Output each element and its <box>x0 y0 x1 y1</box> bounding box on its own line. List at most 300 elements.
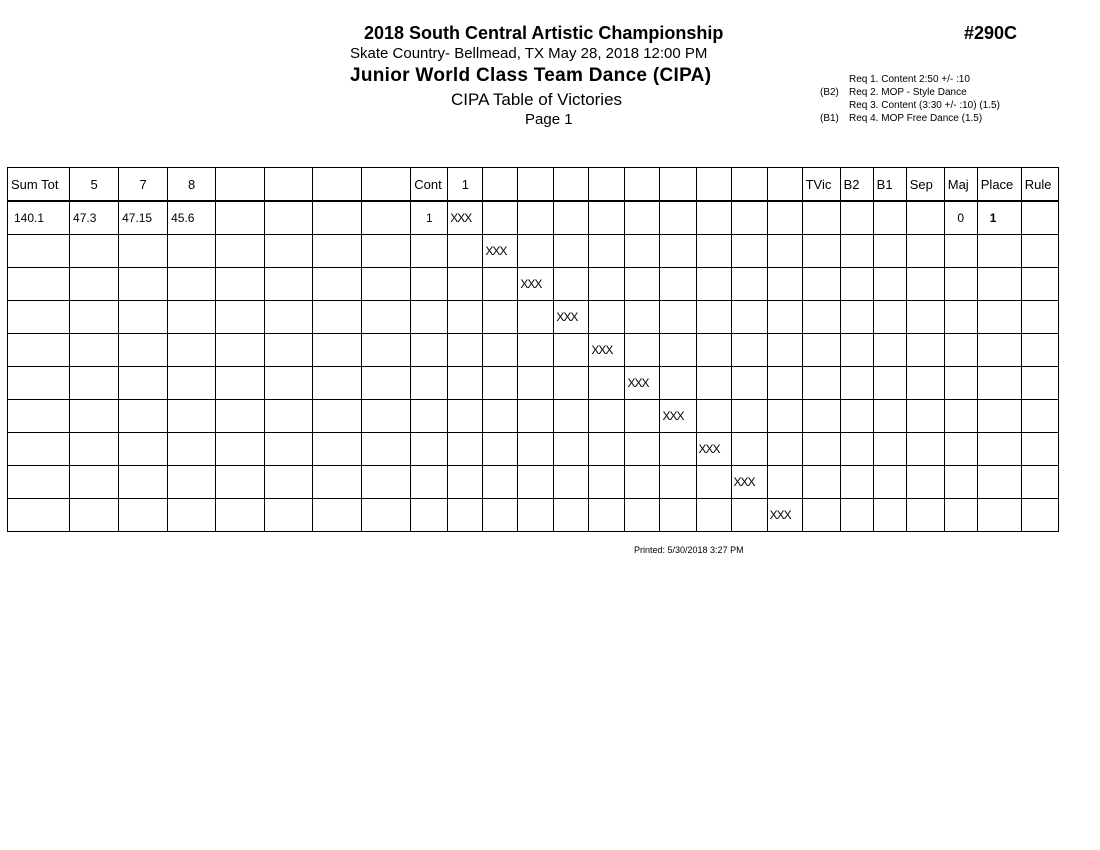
empty-cell <box>977 334 1021 367</box>
empty-cell <box>873 334 906 367</box>
empty-cell <box>411 499 448 532</box>
empty-cell <box>873 466 906 499</box>
empty-cell <box>802 235 840 268</box>
cross-mark: XXX <box>731 466 767 499</box>
empty-cell <box>554 268 589 301</box>
cross-mark: XXX <box>589 334 625 367</box>
empty-cell <box>362 268 411 301</box>
venue-date: Skate Country- Bellmead, TX May 28, 2018 12:00 PM <box>350 45 708 62</box>
maj-cell: 0 <box>944 201 977 235</box>
requirement-3 <box>0 99 1100 112</box>
requirement-text: Req 1. Content 2:50 +/- :10 <box>849 74 970 85</box>
empty-cell <box>119 466 168 499</box>
empty-cell <box>70 499 119 532</box>
empty-cell <box>625 400 660 433</box>
empty-cell <box>448 400 483 433</box>
sum-total-cell: 140.1 <box>8 201 70 235</box>
empty-cell <box>8 400 70 433</box>
empty-cell <box>589 301 625 334</box>
table-name: CIPA Table of Victories <box>451 90 623 109</box>
requirement-flag: (B2) <box>820 87 839 98</box>
empty-cell <box>840 400 873 433</box>
column-header: B1 <box>873 168 906 202</box>
empty-cell <box>119 334 168 367</box>
empty-cell <box>977 235 1021 268</box>
empty-cell <box>483 499 518 532</box>
table-row <box>8 466 1059 499</box>
empty-cell <box>660 301 696 334</box>
empty-cell <box>589 466 625 499</box>
empty-cell <box>840 466 873 499</box>
empty-cell <box>660 268 696 301</box>
empty-cell <box>873 499 906 532</box>
empty-cell <box>70 301 119 334</box>
empty-cell <box>802 433 840 466</box>
empty-cell <box>589 367 625 400</box>
empty-cell <box>313 433 362 466</box>
empty-cell <box>1021 301 1058 334</box>
empty-cell <box>802 367 840 400</box>
empty-cell <box>448 367 483 400</box>
empty-cell <box>802 334 840 367</box>
empty-cell <box>1021 499 1058 532</box>
empty-cell <box>906 367 944 400</box>
empty-cell <box>119 268 168 301</box>
empty-cell <box>8 235 70 268</box>
empty-cell <box>411 235 448 268</box>
column-header <box>483 168 518 202</box>
empty-cell <box>977 433 1021 466</box>
empty-cell <box>589 235 625 268</box>
empty-cell <box>265 334 313 367</box>
empty-cell <box>411 301 448 334</box>
empty-cell <box>483 201 518 235</box>
empty-cell <box>8 499 70 532</box>
empty-cell <box>448 301 483 334</box>
empty-cell <box>944 367 977 400</box>
column-header <box>625 168 660 202</box>
empty-cell <box>625 235 660 268</box>
empty-cell <box>70 400 119 433</box>
event-name: Junior World Class Team Dance (CIPA) <box>350 65 712 86</box>
empty-cell <box>873 433 906 466</box>
empty-cell <box>362 400 411 433</box>
empty-cell <box>518 235 554 268</box>
empty-cell <box>802 400 840 433</box>
empty-cell <box>313 466 362 499</box>
empty-cell <box>313 235 362 268</box>
empty-cell <box>168 433 216 466</box>
judge-score-cell: 47.15 <box>119 201 168 235</box>
empty-cell <box>731 400 767 433</box>
requirement-text: Req 4. MOP Free Dance (1.5) <box>849 113 983 124</box>
empty-cell <box>696 499 731 532</box>
empty-cell <box>767 201 802 235</box>
victories-table <box>7 167 1059 532</box>
column-header <box>696 168 731 202</box>
cross-mark: XXX <box>696 433 731 466</box>
empty-cell <box>1021 466 1058 499</box>
empty-cell <box>216 268 265 301</box>
empty-cell <box>554 466 589 499</box>
column-header: 5 <box>70 168 119 202</box>
empty-cell <box>8 367 70 400</box>
empty-cell <box>554 400 589 433</box>
empty-cell <box>944 466 977 499</box>
event-number: #290C <box>964 23 1018 43</box>
empty-cell <box>119 499 168 532</box>
b1-cell <box>873 201 906 235</box>
column-header <box>362 168 411 202</box>
empty-cell <box>625 301 660 334</box>
empty-cell <box>411 268 448 301</box>
empty-cell <box>216 466 265 499</box>
empty-cell <box>731 433 767 466</box>
page-number: Page 1 <box>525 111 573 128</box>
empty-cell <box>696 235 731 268</box>
empty-cell <box>8 334 70 367</box>
column-header <box>731 168 767 202</box>
table-row <box>8 201 1059 235</box>
column-header: 8 <box>168 168 216 202</box>
empty-cell <box>119 433 168 466</box>
empty-cell <box>767 334 802 367</box>
empty-cell <box>696 400 731 433</box>
empty-cell <box>802 301 840 334</box>
judge-score-cell: 47.3 <box>70 201 119 235</box>
cross-mark: XXX <box>767 499 802 532</box>
empty-cell <box>731 301 767 334</box>
empty-cell <box>518 400 554 433</box>
empty-cell <box>70 466 119 499</box>
empty-cell <box>660 334 696 367</box>
empty-cell <box>8 466 70 499</box>
empty-cell <box>70 268 119 301</box>
column-header: 1 <box>448 168 483 202</box>
empty-cell <box>411 466 448 499</box>
column-header <box>767 168 802 202</box>
empty-cell <box>696 268 731 301</box>
empty-cell <box>731 334 767 367</box>
empty-cell <box>362 499 411 532</box>
empty-cell <box>518 433 554 466</box>
empty-cell <box>554 367 589 400</box>
requirement-text: Req 3. Content (3:30 +/- :10) (1.5) <box>849 100 1000 111</box>
empty-cell <box>767 367 802 400</box>
empty-cell <box>265 268 313 301</box>
empty-cell <box>731 499 767 532</box>
empty-cell <box>731 268 767 301</box>
rule-cell <box>1021 201 1058 235</box>
empty-cell <box>977 367 1021 400</box>
cross-mark: XXX <box>483 235 518 268</box>
empty-cell <box>840 334 873 367</box>
empty-cell <box>448 268 483 301</box>
cross-mark: XXX <box>554 301 589 334</box>
empty-cell <box>589 433 625 466</box>
table-row <box>8 301 1059 334</box>
empty-cell <box>70 235 119 268</box>
tvic-cell <box>802 201 840 235</box>
empty-cell <box>802 466 840 499</box>
empty-cell <box>625 334 660 367</box>
b2-cell <box>840 201 873 235</box>
column-header <box>554 168 589 202</box>
empty-cell <box>216 400 265 433</box>
empty-cell <box>625 433 660 466</box>
empty-cell <box>873 367 906 400</box>
empty-cell <box>944 400 977 433</box>
column-header: Maj <box>944 168 977 202</box>
empty-cell <box>767 400 802 433</box>
empty-cell <box>906 433 944 466</box>
empty-cell <box>944 433 977 466</box>
empty-cell <box>265 466 313 499</box>
table-row <box>8 400 1059 433</box>
judge-score-cell: 45.6 <box>168 201 216 235</box>
empty-cell <box>518 334 554 367</box>
empty-cell <box>731 201 767 235</box>
empty-cell <box>625 268 660 301</box>
empty-cell <box>216 433 265 466</box>
empty-cell <box>168 367 216 400</box>
empty-cell <box>589 400 625 433</box>
empty-cell <box>906 334 944 367</box>
empty-cell <box>168 466 216 499</box>
empty-cell <box>906 301 944 334</box>
empty-cell <box>660 433 696 466</box>
empty-cell <box>840 367 873 400</box>
column-header: Sum Tot <box>8 168 70 202</box>
empty-cell <box>1021 235 1058 268</box>
empty-cell <box>362 466 411 499</box>
empty-cell <box>554 201 589 235</box>
empty-cell <box>802 499 840 532</box>
column-header <box>216 168 265 202</box>
table-row <box>8 268 1059 301</box>
empty-cell <box>483 334 518 367</box>
requirement-text: Req 2. MOP - Style Dance <box>849 87 967 98</box>
empty-cell <box>696 334 731 367</box>
column-header: Rule <box>1021 168 1058 202</box>
empty-cell <box>265 201 313 235</box>
empty-cell <box>70 433 119 466</box>
empty-cell <box>625 201 660 235</box>
empty-cell <box>660 201 696 235</box>
empty-cell <box>906 499 944 532</box>
empty-cell <box>216 201 265 235</box>
requirement-4 <box>0 112 1100 125</box>
empty-cell <box>362 301 411 334</box>
empty-cell <box>265 301 313 334</box>
table-row <box>8 367 1059 400</box>
empty-cell <box>977 268 1021 301</box>
empty-cell <box>1021 334 1058 367</box>
column-header <box>660 168 696 202</box>
empty-cell <box>944 334 977 367</box>
table-row <box>8 433 1059 466</box>
empty-cell <box>518 499 554 532</box>
empty-cell <box>483 466 518 499</box>
table-row <box>8 235 1059 268</box>
empty-cell <box>906 400 944 433</box>
column-header: TVic <box>802 168 840 202</box>
column-header <box>589 168 625 202</box>
empty-cell <box>448 235 483 268</box>
empty-cell <box>977 400 1021 433</box>
empty-cell <box>625 499 660 532</box>
empty-cell <box>660 235 696 268</box>
empty-cell <box>873 235 906 268</box>
empty-cell <box>8 301 70 334</box>
empty-cell <box>873 400 906 433</box>
empty-cell <box>411 400 448 433</box>
empty-cell <box>731 367 767 400</box>
empty-cell <box>1021 367 1058 400</box>
empty-cell <box>265 367 313 400</box>
empty-cell <box>168 235 216 268</box>
empty-cell <box>448 499 483 532</box>
empty-cell <box>168 400 216 433</box>
empty-cell <box>483 301 518 334</box>
empty-cell <box>840 499 873 532</box>
empty-cell <box>944 499 977 532</box>
empty-cell <box>168 334 216 367</box>
empty-cell <box>767 235 802 268</box>
empty-cell <box>660 466 696 499</box>
empty-cell <box>840 301 873 334</box>
empty-cell <box>313 499 362 532</box>
empty-cell <box>589 499 625 532</box>
empty-cell <box>448 466 483 499</box>
empty-cell <box>119 400 168 433</box>
empty-cell <box>977 301 1021 334</box>
empty-cell <box>554 433 589 466</box>
empty-cell <box>411 367 448 400</box>
empty-cell <box>554 235 589 268</box>
column-header: Sep <box>906 168 944 202</box>
empty-cell <box>977 499 1021 532</box>
empty-cell <box>483 268 518 301</box>
empty-cell <box>119 367 168 400</box>
empty-cell <box>977 466 1021 499</box>
empty-cell <box>696 367 731 400</box>
cross-mark: XXX <box>448 201 483 235</box>
empty-cell <box>873 301 906 334</box>
empty-cell <box>554 499 589 532</box>
empty-cell <box>216 367 265 400</box>
empty-cell <box>840 433 873 466</box>
empty-cell <box>944 301 977 334</box>
sep-cell <box>906 201 944 235</box>
empty-cell <box>906 268 944 301</box>
empty-cell <box>1021 433 1058 466</box>
empty-cell <box>411 334 448 367</box>
table-row <box>8 334 1059 367</box>
empty-cell <box>168 499 216 532</box>
empty-cell <box>168 301 216 334</box>
place-cell: 1 <box>977 201 1021 235</box>
column-header: Place <box>977 168 1021 202</box>
empty-cell <box>362 334 411 367</box>
empty-cell <box>8 268 70 301</box>
column-header <box>518 168 554 202</box>
empty-cell <box>313 201 362 235</box>
empty-cell <box>518 301 554 334</box>
empty-cell <box>411 433 448 466</box>
empty-cell <box>589 268 625 301</box>
empty-cell <box>731 235 767 268</box>
empty-cell <box>362 367 411 400</box>
column-header <box>313 168 362 202</box>
empty-cell <box>313 400 362 433</box>
empty-cell <box>448 334 483 367</box>
empty-cell <box>8 433 70 466</box>
empty-cell <box>313 334 362 367</box>
empty-cell <box>767 433 802 466</box>
empty-cell <box>802 268 840 301</box>
empty-cell <box>483 433 518 466</box>
cross-mark: XXX <box>625 367 660 400</box>
empty-cell <box>518 466 554 499</box>
empty-cell <box>767 301 802 334</box>
table-row <box>8 499 1059 532</box>
empty-cell <box>1021 400 1058 433</box>
empty-cell <box>696 466 731 499</box>
empty-cell <box>660 499 696 532</box>
empty-cell <box>906 466 944 499</box>
column-header: 7 <box>119 168 168 202</box>
empty-cell <box>625 466 660 499</box>
printed-timestamp: Printed: 5/30/2018 3:27 PM <box>634 545 744 555</box>
empty-cell <box>362 235 411 268</box>
requirement-flag: (B1) <box>820 113 839 124</box>
column-header: B2 <box>840 168 873 202</box>
empty-cell <box>767 466 802 499</box>
empty-cell <box>313 268 362 301</box>
requirement-1 <box>0 73 1100 86</box>
requirement-2 <box>0 86 1100 99</box>
empty-cell <box>265 433 313 466</box>
empty-cell <box>696 201 731 235</box>
cross-mark: XXX <box>518 268 554 301</box>
empty-cell <box>483 400 518 433</box>
empty-cell <box>168 268 216 301</box>
empty-cell <box>313 367 362 400</box>
empty-cell <box>265 400 313 433</box>
empty-cell <box>119 235 168 268</box>
empty-cell <box>944 268 977 301</box>
empty-cell <box>1021 268 1058 301</box>
empty-cell <box>906 235 944 268</box>
empty-cell <box>265 499 313 532</box>
cross-mark: XXX <box>660 400 696 433</box>
column-header <box>265 168 313 202</box>
empty-cell <box>216 499 265 532</box>
empty-cell <box>362 433 411 466</box>
empty-cell <box>265 235 313 268</box>
empty-cell <box>70 334 119 367</box>
empty-cell <box>944 235 977 268</box>
empty-cell <box>840 235 873 268</box>
empty-cell <box>840 268 873 301</box>
empty-cell <box>448 433 483 466</box>
cont-cell: 1 <box>411 201 448 235</box>
empty-cell <box>483 367 518 400</box>
empty-cell <box>70 367 119 400</box>
empty-cell <box>767 268 802 301</box>
empty-cell <box>696 301 731 334</box>
